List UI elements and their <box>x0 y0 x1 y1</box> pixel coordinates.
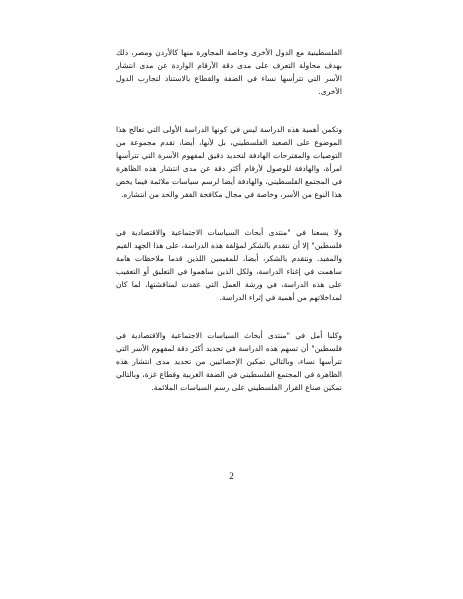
paragraph-1: الفلسطينية مع الدول الأخرى وخاصة المجاورة منها كالأردن ومصر، ذلك بهدف محاولة التعرف على مدى دقة الأرقام الواردة عن مدى انتشار الأسر التي تترأسها نساء في الضفة والقطاع بالاستناد لتجارب الدول الأخرى. <box>116 48 342 96</box>
page-number: 2 <box>229 471 234 481</box>
body-text <box>116 46 342 394</box>
paragraph-3: ولا يسعنا في "منتدى أبحاث السياسات الاجتماعية والاقتصادية في فلسطين" إلا أن نتقدم بالشكر لمؤلفة هذه الدراسة، على هذا الجهد القيم والمفيد. ونتقدم بالشكر، أيضا، للمقيمين اللذين قدما ملاحظات هامة ساهمت في إغناء الدراسة، ولكل الذين ساهموا في التعليق أو التعقيب على هذه الدراسة، في ورشة العمل التي عقدت لمناقشتها، لما كان لمداخلاتهم من أهمية في إثراء الدراسة. <box>115 228 342 302</box>
paragraph-2: وتكمن أهمية هذه الدراسة ليس في كونها الدراسة الأولى التي تعالج هذا الموضوع على الصعيد الفلسطيني، بل لأنها، أيضا، تقدم مجموعة من التوصيات والمقترحات الهادفة لتحديد دقيق لمفهوم الأسرة التي تترأسها امرأة، والهادفة للوصول لأرقام أكثر دقة عن مدى انتشار هذه الظاهرة في المجتمع الفلسطيني، والهادفة أيضا لرسم سياسات ملائمة فيما يخص هذا النوع من الأسر، وخاصة في مجال مكافحة الفقر والحد من انتشاره. <box>116 125 342 199</box>
paragraph-4: وكلنا أمل في "منتدى أبحاث السياسات الاجتماعية والاقتصادية في فلسطين" أن تسهم هذه الدراسة في تحديد أكثر دقة لمفهوم الأسر التي تترأسها نساء، وبالتالي تمكين الإحصائيين من تحديد مدى انتشار هذه الظاهرة في المجتمع الفلسطيني في الضفة الغربية وقطاع غزة، وبالتالي تمكين صناع القرار الفلسطيني على رسم السياسات الملائمة. <box>116 331 342 392</box>
